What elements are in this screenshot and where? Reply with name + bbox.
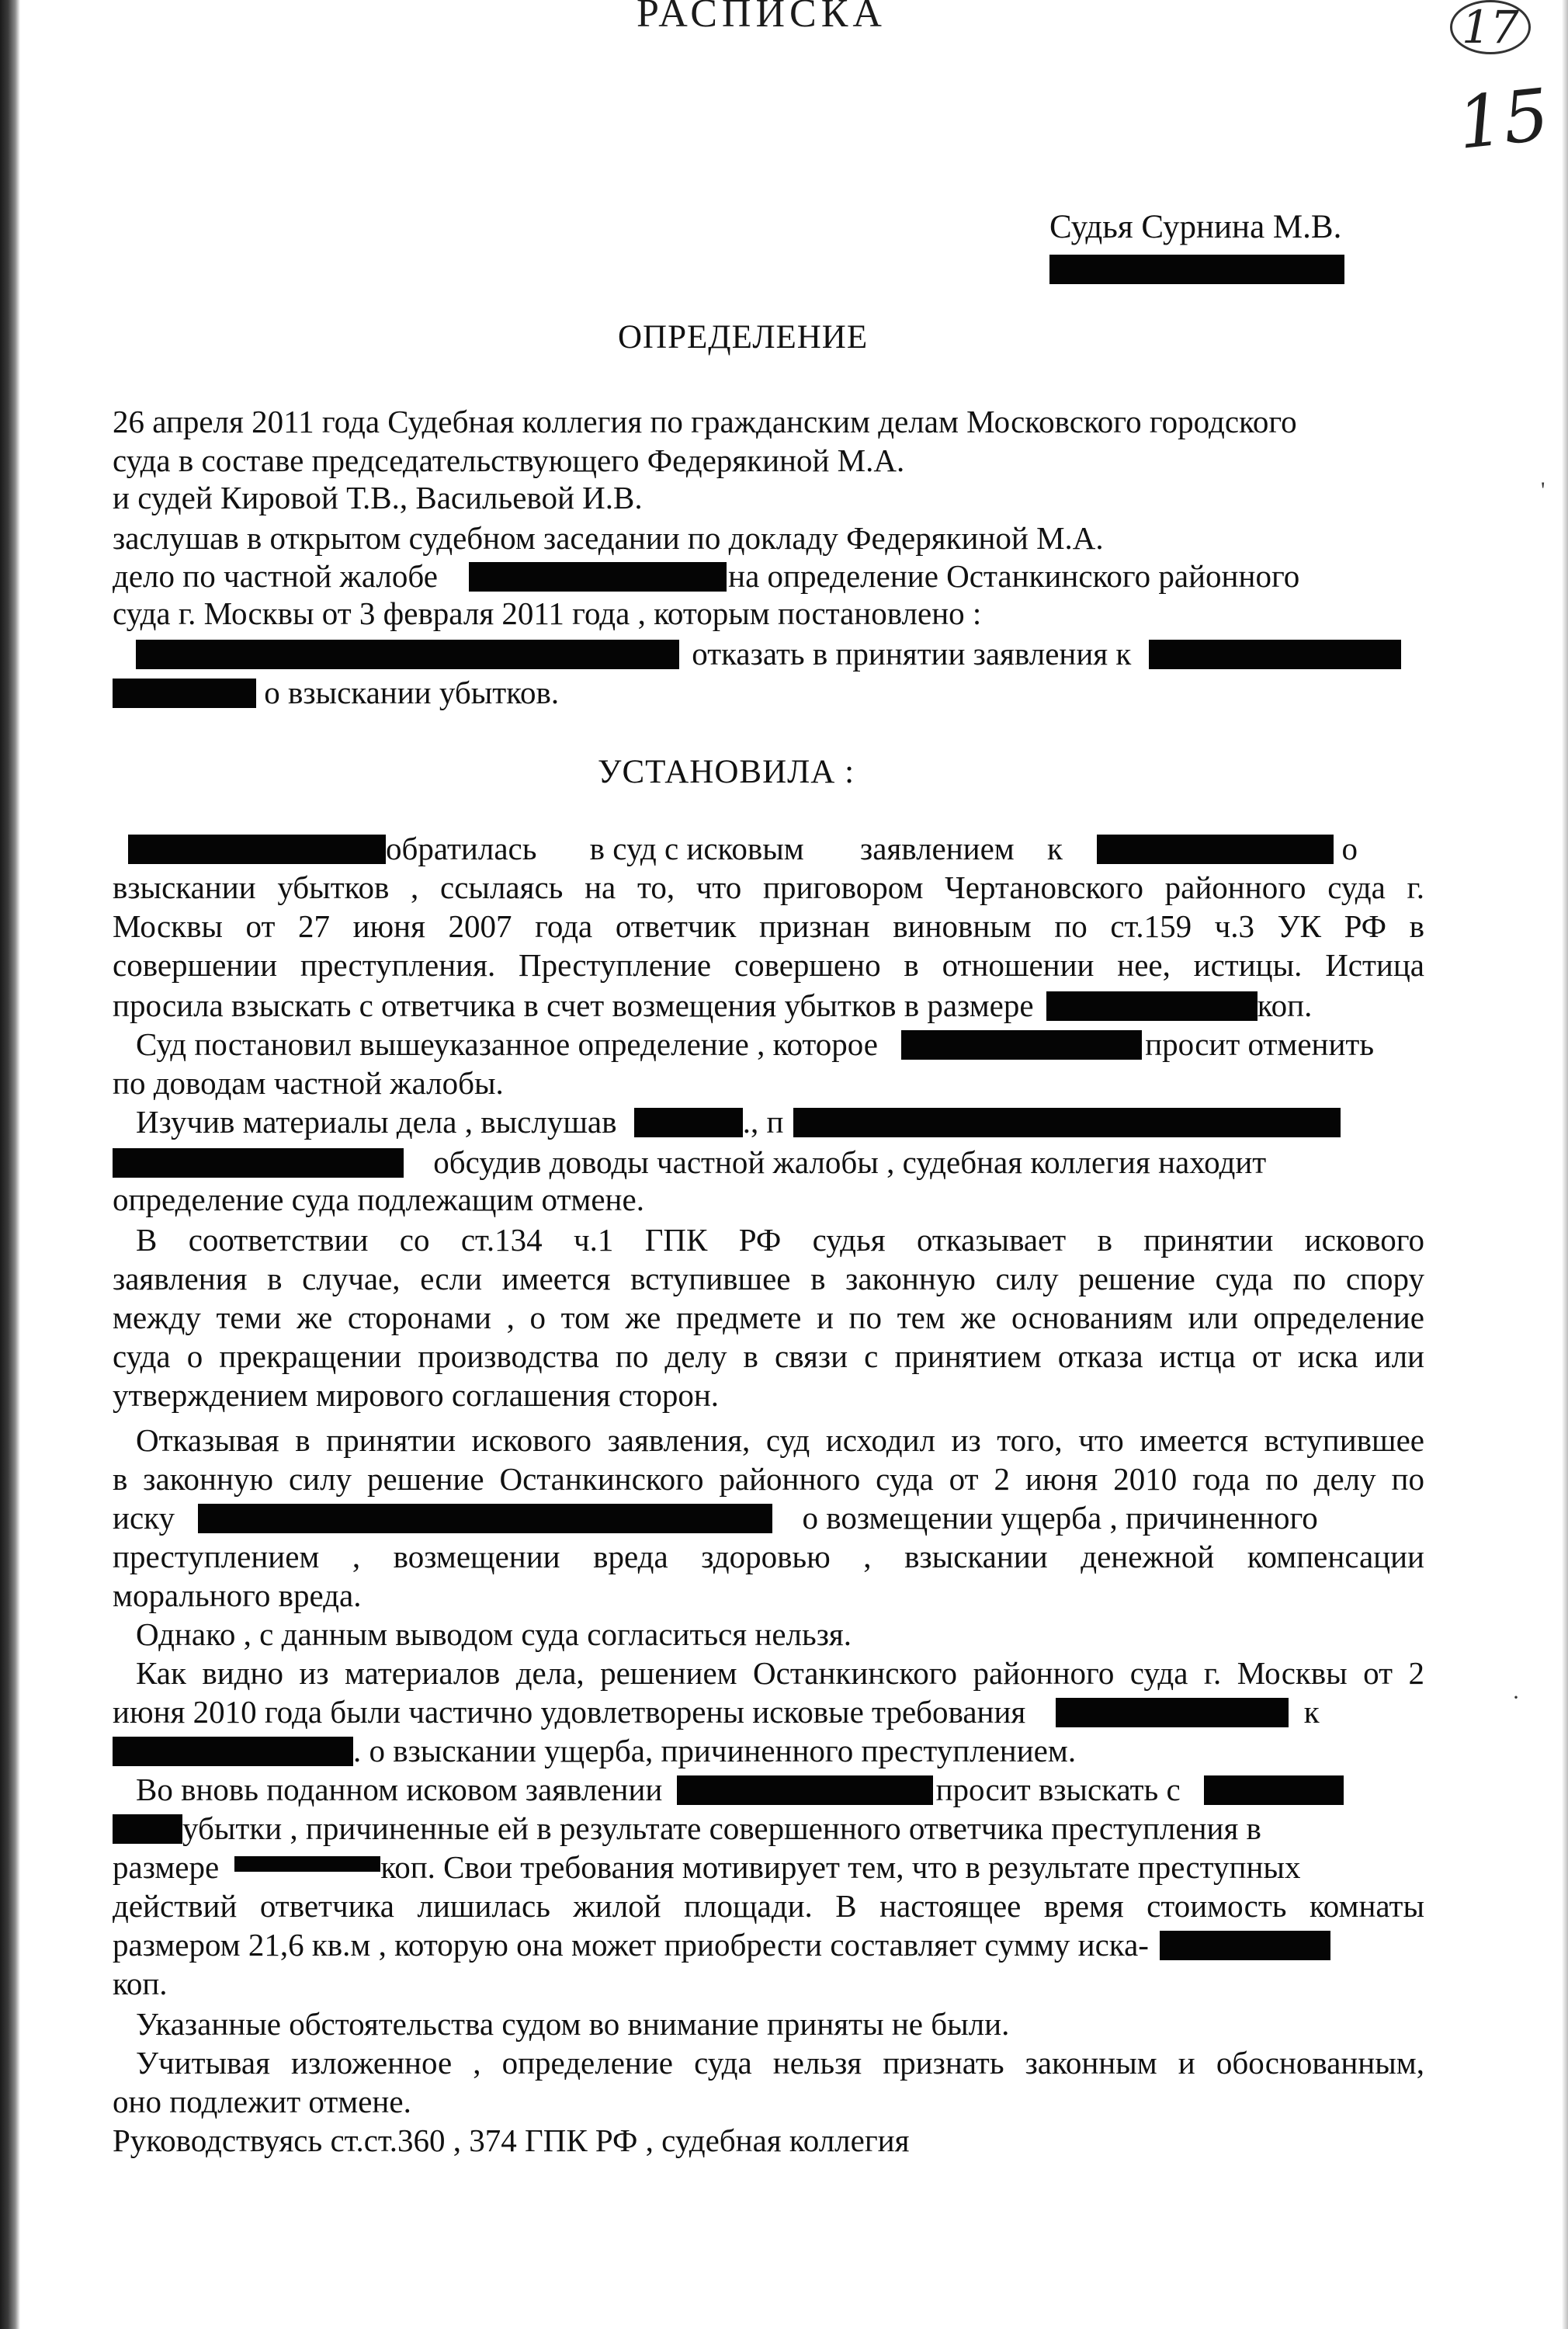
body-line-25b: просит взыскать с — [935, 1772, 1181, 1807]
scan-left-edge — [0, 0, 20, 2329]
redaction — [113, 1148, 404, 1178]
redaction — [1204, 1775, 1344, 1805]
body-line-1 — [113, 829, 1424, 868]
body-line-5b: коп. — [1257, 987, 1313, 1023]
body-line-16: Отказывая в принятии искового заявления, суд исходил из того, что имеется вступившее — [136, 1422, 1424, 1458]
redaction — [469, 562, 727, 592]
intro-line-6: суда г. Москвы от 3 февраля 2011 года , которым постановлено : — [113, 595, 982, 631]
body-line-20: морального вреда. — [113, 1578, 362, 1613]
redaction — [1046, 991, 1258, 1021]
redaction — [113, 1814, 182, 1844]
redaction — [677, 1775, 933, 1805]
body-line-34: Руководствуясь ст.ст.360 , 374 ГПК РФ , судебная коллегия — [113, 2122, 910, 2158]
body-line-9 — [113, 1143, 1266, 1182]
body-line-25 — [136, 1770, 1344, 1809]
redaction — [634, 1108, 743, 1137]
body-line-9a: обсудив доводы частной жалобы , судебная коллегия находит — [433, 1144, 1267, 1180]
redaction — [1160, 1931, 1330, 1960]
body-line-27b: коп. Свои требования мотивирует тем, что в результате преступных — [380, 1849, 1301, 1885]
body-line-32: Учитывая изложенное , определение суда нельзя признать законным и обоснованным, — [136, 2045, 1424, 2081]
intro-line-1: 26 апреля 2011 года Судебная коллегия по гражданским делам Московского городского — [113, 404, 1297, 439]
body-line-24-text: . о взыскании ущерба, причиненного преступлением. — [353, 1733, 1077, 1768]
intro-line-8-text: о взыскании убытков. — [264, 675, 560, 710]
body-line-29 — [113, 1925, 1330, 1964]
intro-line-5a: дело по частной жалобе — [113, 558, 438, 594]
body-line-18 — [113, 1498, 1424, 1537]
body-line-30: коп. — [113, 1966, 168, 2001]
body-line-4: совершении преступления. Преступление совершено в отношении нее, истицы. Истица — [113, 947, 1424, 983]
body-line-8a: Изучив материалы дела , выслушав — [136, 1104, 617, 1140]
redaction — [1149, 640, 1401, 669]
body-line-5a: просила взыскать с ответчика в счет возмещения убытков в размере — [113, 987, 1034, 1023]
body-line-6a: Суд постановил вышеуказанное определение , которое — [136, 1026, 878, 1062]
body-line-10: определение суда подлежащим отмене. — [113, 1182, 644, 1217]
redaction — [1056, 1698, 1289, 1727]
body-line-18a: иску — [113, 1500, 175, 1536]
body-line-12: заявления в случае, если имеется вступившее в законную силу решение суда по спору — [113, 1261, 1424, 1296]
body-line-1a: обратилась — [386, 831, 537, 866]
handwritten-page-number: 15 — [1453, 73, 1553, 165]
body-line-6b: просит отменить — [1145, 1026, 1375, 1062]
scan-speck: · — [1512, 1685, 1520, 1710]
body-line-8b: ., п — [742, 1104, 784, 1140]
intro-line-7 — [113, 634, 1401, 673]
body-line-26-text: убытки , причиненные ей в результате совершенного ответчика преступления в — [182, 1810, 1261, 1846]
body-line-33: оно подлежит отмене. — [113, 2084, 411, 2119]
body-line-11: В соответствии со ст.134 ч.1 ГПК РФ судья отказывает в принятии искового — [136, 1222, 1424, 1258]
redaction — [1049, 255, 1344, 284]
body-line-5 — [113, 986, 1312, 1025]
redaction — [901, 1030, 1142, 1060]
body-line-23a: июня 2010 года были частично удовлетворены исковые требования — [113, 1694, 1026, 1730]
body-line-31: Указанные обстоятельства судом во внимание приняты не были. — [136, 2006, 1010, 2042]
body-line-3: Москвы от 27 июня 2007 года ответчик признан виновным по ст.159 ч.3 УК РФ в — [113, 908, 1424, 944]
intro-line-5 — [113, 557, 1299, 595]
redaction — [1097, 835, 1334, 864]
redaction — [113, 1737, 353, 1766]
redaction — [113, 679, 256, 708]
redaction — [793, 1108, 1341, 1137]
body-line-1d: к — [1047, 831, 1063, 866]
body-line-14: суда о прекращении производства по делу в связи с принятием отказа истца от иска или — [113, 1338, 1424, 1374]
body-line-22: Как видно из материалов дела, решением Останкинского районного суда г. Москвы от 2 — [136, 1655, 1424, 1691]
scan-right-edge — [1562, 0, 1568, 2329]
body-line-15: утверждением мирового соглашения сторон. — [113, 1377, 720, 1413]
body-line-27 — [113, 1848, 1300, 1886]
body-line-7: по доводам частной жалобы. — [113, 1065, 504, 1101]
body-line-2: взыскании убытков , ссылаясь на то, что приговором Чертановского районного суда г. — [113, 869, 1424, 905]
body-line-13: между теми же сторонами , о том же предмете и по тем же основаниям или определение — [113, 1300, 1424, 1335]
intro-line-7-text: отказать в принятии заявления к — [692, 636, 1132, 672]
body-line-29a: размером 21,6 кв.м , которую она может приобрести составляет сумму иска- — [113, 1927, 1149, 1963]
body-line-27a: размере — [113, 1849, 220, 1885]
body-line-28: действий ответчика лишилась жилой площади. В настоящее время стоимость комнаты — [113, 1888, 1424, 1924]
body-line-6 — [136, 1025, 1374, 1064]
body-line-24 — [113, 1731, 1076, 1770]
redaction — [128, 835, 386, 864]
body-line-8 — [136, 1102, 1341, 1141]
intro-line-8 — [113, 673, 559, 712]
redaction — [234, 1856, 380, 1872]
body-line-1c: заявлением — [860, 831, 1015, 866]
body-line-1e: о — [1341, 831, 1358, 866]
body-line-17: в законную силу решение Останкинского районного суда от 2 июня 2010 года по делу по — [113, 1461, 1424, 1497]
judge-line: Судья Сурнина М.В. — [1049, 209, 1342, 245]
cut-header: РАСПИСКА — [637, 0, 886, 36]
redaction — [198, 1504, 772, 1533]
document-title: ОПРЕДЕЛЕНИЕ — [618, 319, 869, 356]
redaction — [136, 640, 679, 669]
section-title: УСТАНОВИЛА : — [598, 754, 855, 790]
body-line-1b: в суд с исковым — [589, 831, 804, 866]
intro-line-3: и судей Кировой Т.В., Васильевой И.В. — [113, 480, 643, 515]
intro-line-2: суда в составе председательствующего Федерякиной М.А. — [113, 443, 905, 478]
body-line-19: преступлением , возмещении вреда здоровью , взыскании денежной компенсации — [113, 1539, 1424, 1574]
body-line-23 — [113, 1692, 1424, 1731]
intro-line-5b: на определение Останкинского районного — [728, 558, 1300, 594]
body-line-21: Однако , с данным выводом суда согласиться нельзя. — [136, 1616, 852, 1652]
intro-line-4: заслушав в открытом судебном заседании по докладу Федерякиной М.А. — [113, 520, 1104, 556]
scan-speck: ' — [1541, 477, 1545, 503]
body-line-26 — [113, 1809, 1424, 1848]
body-line-25a: Во вновь поданном исковом заявлении — [136, 1772, 663, 1807]
body-line-18b: о возмещении ущерба , причиненного — [802, 1500, 1318, 1536]
archive-number: 17 — [1450, 0, 1531, 54]
body-line-23b: к — [1303, 1694, 1320, 1730]
